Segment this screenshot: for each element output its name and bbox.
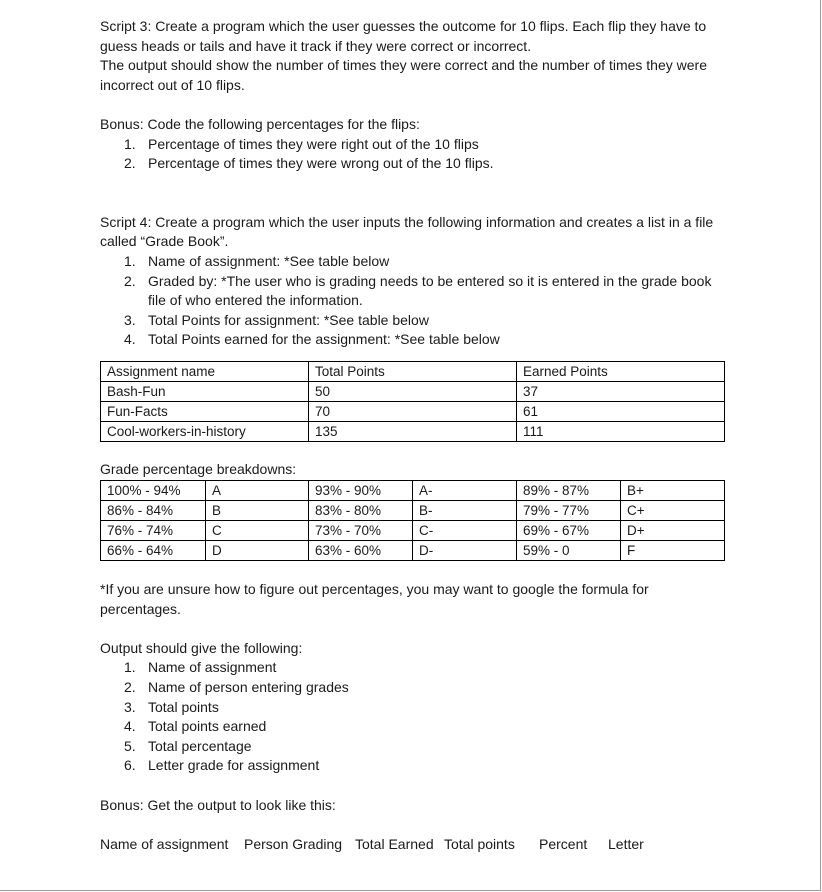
table-cell: 76% - 74% xyxy=(101,520,206,540)
output-column-label: Letter xyxy=(608,835,644,852)
table-header-cell: Earned Points xyxy=(517,361,725,381)
table-cell: 69% - 67% xyxy=(517,520,621,540)
table-row xyxy=(101,520,725,540)
list-item: 5. Total percentage xyxy=(124,737,252,754)
table-cell: 37 xyxy=(517,381,725,401)
table-cell: A- xyxy=(413,480,517,500)
list-item: 2. Graded by: *The user who is grading needs to be entered so it is entered in the grade book file of who entered the information. xyxy=(124,272,712,309)
table-cell: Cool-workers-in-history xyxy=(101,421,309,441)
list-item: 6. Letter grade for assignment xyxy=(124,757,320,774)
table-cell: D xyxy=(206,540,309,560)
script3-bonus-title: Bonus: Code the following percentages for the flips: xyxy=(100,115,420,132)
output-list xyxy=(100,658,724,776)
table-cell: Fun-Facts xyxy=(101,401,309,421)
output-column-label: Total points xyxy=(444,835,515,852)
table-row xyxy=(101,500,725,520)
table-cell: B- xyxy=(413,500,517,520)
bonus-output-title: Bonus: Get the output to look like this: xyxy=(100,796,336,813)
bonus-output-header-line xyxy=(100,835,724,855)
table-cell: B+ xyxy=(621,480,725,500)
grade-breakdown-table xyxy=(100,480,725,561)
table-row xyxy=(101,540,725,560)
output-column-label: Percent xyxy=(539,835,588,852)
output-column-label: Person Grading xyxy=(244,835,343,852)
table-cell: 63% - 60% xyxy=(309,540,413,560)
script3-paragraph-1: Script 3: Create a program which the user guesses the outcome for 10 flips. Each flip they have to guess heads or tails and have it track if they were correct or incorrect. xyxy=(100,18,707,54)
list-item: 1. Percentage of times they were right out of the 10 flips xyxy=(124,135,479,152)
script4-list xyxy=(100,252,724,350)
table-cell: F xyxy=(621,540,725,560)
table-cell: 100% - 94% xyxy=(101,480,206,500)
table-cell: C+ xyxy=(621,500,725,520)
table-cell: B xyxy=(206,500,309,520)
table-cell: D+ xyxy=(621,520,725,540)
list-item: 1. Name of assignment xyxy=(124,659,277,676)
table-cell: C- xyxy=(413,520,517,540)
table-row xyxy=(101,381,725,401)
table-cell: 111 xyxy=(517,421,725,441)
table-cell: 66% - 64% xyxy=(101,540,206,560)
table-cell: 59% - 0 xyxy=(517,540,621,560)
list-item: 2. Name of person entering grades xyxy=(124,679,349,696)
script3-paragraph-2: The output should show the number of times they were correct and the number of times they were incorrect out of 10 flips. xyxy=(100,57,707,93)
script4-intro: Script 4: Create a program which the user inputs the following information and creates a list in a file called “Grade Book”. xyxy=(100,213,714,250)
list-item: 3. Total points xyxy=(124,698,219,715)
list-item: 2. Percentage of times they were wrong out of the 10 flips. xyxy=(124,155,494,172)
table-cell: 79% - 77% xyxy=(517,500,621,520)
table-cell: 83% - 80% xyxy=(309,500,413,520)
output-column-label: Name of assignment xyxy=(100,835,229,852)
script3-bonus-list xyxy=(100,135,724,174)
table-row xyxy=(101,421,725,441)
list-item: 4. Total Points earned for the assignment: *See table below xyxy=(124,331,500,348)
table-cell: 86% - 84% xyxy=(101,500,206,520)
list-item: 1. Name of assignment: *See table below xyxy=(124,252,390,269)
table-cell: Bash-Fun xyxy=(101,381,309,401)
table-cell: 61 xyxy=(517,401,725,421)
table-header-cell: Assignment name xyxy=(101,361,309,381)
table-cell: 93% - 90% xyxy=(309,480,413,500)
table-header-cell: Total Points xyxy=(309,361,517,381)
assignment-table xyxy=(100,361,725,442)
table-cell: A xyxy=(206,480,309,500)
table-cell: 135 xyxy=(309,421,517,441)
table-cell: 50 xyxy=(309,381,517,401)
table-row xyxy=(101,401,725,421)
output-title: Output should give the following: xyxy=(100,639,303,656)
table-cell: D- xyxy=(413,540,517,560)
output-column-label: Total Earned xyxy=(355,835,434,852)
table-header-row xyxy=(101,361,725,381)
percentage-note: *If you are unsure how to figure out percentages, you may want to google the formula for percentages. xyxy=(100,581,649,617)
document-content xyxy=(100,17,724,855)
table-cell: C xyxy=(206,520,309,540)
table-cell: 70 xyxy=(309,401,517,421)
list-item: 3. Total Points for assignment: *See table below xyxy=(124,311,429,328)
table-cell: 73% - 70% xyxy=(309,520,413,540)
grade-breakdown-label: Grade percentage breakdowns: xyxy=(100,460,297,477)
table-cell: 89% - 87% xyxy=(517,480,621,500)
list-item: 4. Total points earned xyxy=(124,718,267,735)
table-row xyxy=(101,480,725,500)
